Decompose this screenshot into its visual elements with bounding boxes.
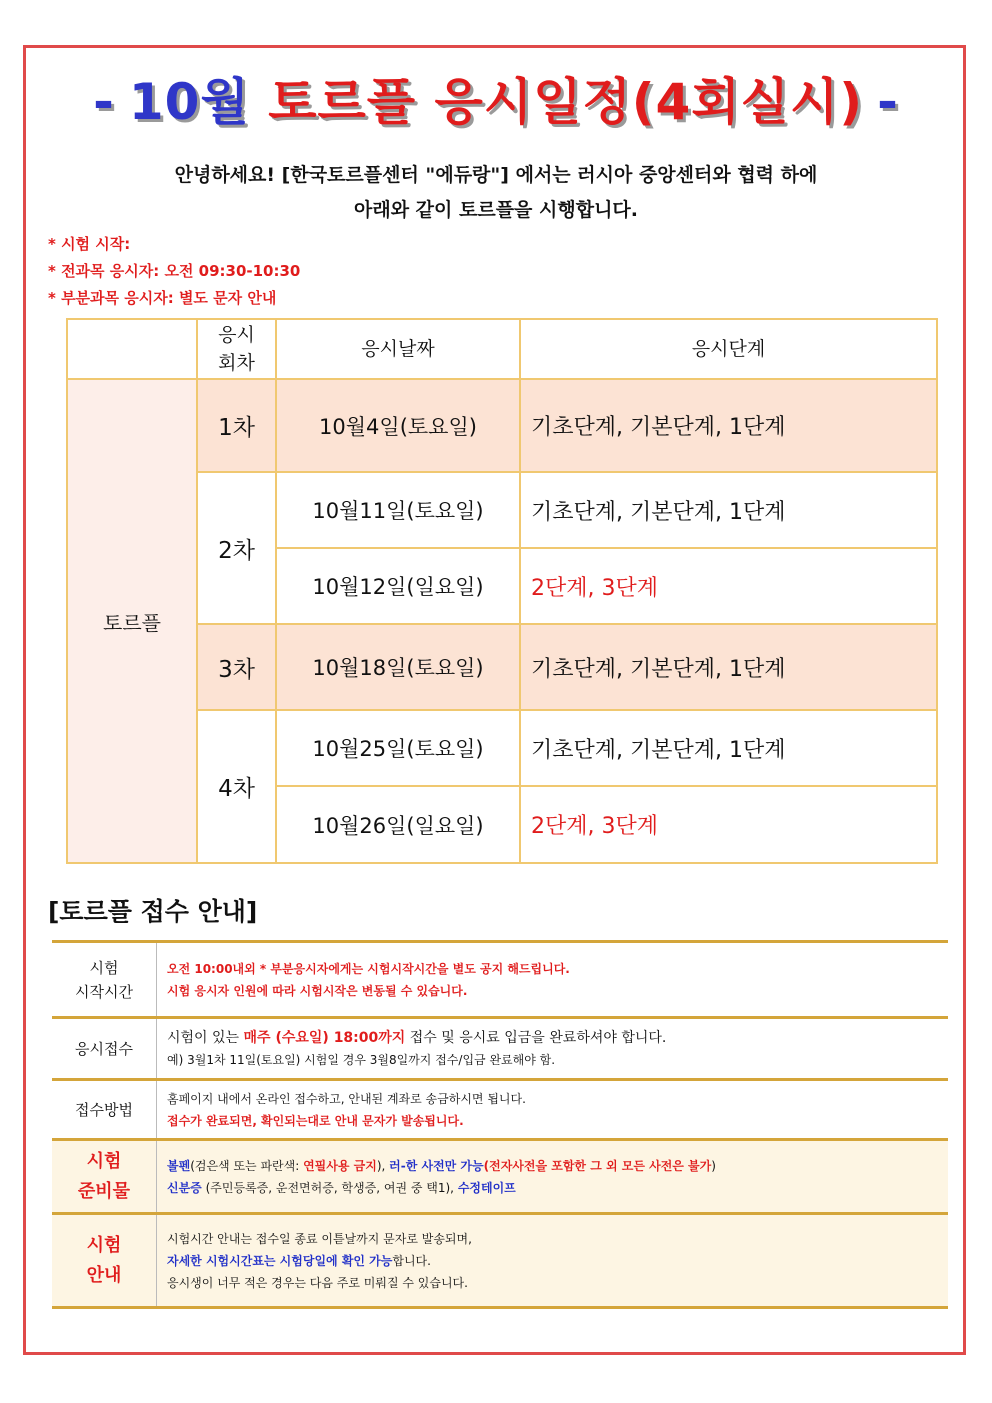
info-table <box>52 940 948 1309</box>
info-label: 응시접수 <box>52 1018 157 1080</box>
level-cell: 2단계, 3단계 <box>520 548 937 624</box>
info-label: 시험 안내 <box>52 1214 157 1308</box>
level-cell: 기초단계, 기본단계, 1단계 <box>520 379 937 472</box>
date-cell: 10월25일(토요일) <box>276 710 520 786</box>
info-label: 시험 시작시간 <box>52 942 157 1018</box>
intro-line-1: 안녕하세요! [한국토르플센터 "에듀랑"] 에서는 러시아 중앙센터와 협력 하에 <box>174 164 818 186</box>
note-exam-start: * 시험 시작: <box>48 235 131 253</box>
page-title <box>0 62 992 134</box>
date-cell: 10월18일(토요일) <box>276 624 520 710</box>
table-row <box>67 710 937 786</box>
round-cell: 1차 <box>197 379 276 472</box>
note-full-subject: * 전과목 응시자: 오전 09:30-10:30 <box>48 262 301 280</box>
header-date: 응시날짜 <box>276 319 520 379</box>
round-cell: 3차 <box>197 624 276 710</box>
title-dash-right: - <box>877 73 899 131</box>
round-cell: 2차 <box>197 472 276 624</box>
info-value <box>157 1080 949 1140</box>
info-label: 시험 준비물 <box>52 1140 157 1214</box>
apply-line-1: 시험이 있는 매주 (수요일) 18:00까지 접수 및 응시료 입금을 완료하셔야 합니다. <box>167 1029 667 1046</box>
info-row-method <box>52 1080 948 1140</box>
start-time-line-2: 시험 응시자 인원에 따라 시험시작은 변동될 수 있습니다. <box>167 983 468 998</box>
title-text: 토르플 응시일정(4회실시) <box>268 73 864 131</box>
level-cell: 기초단계, 기본단계, 1단계 <box>520 710 937 786</box>
guide-line-3: 응시생이 너무 적은 경우는 다음 주로 미뤄질 수 있습니다. <box>167 1275 468 1290</box>
level-cell: 기초단계, 기본단계, 1단계 <box>520 624 937 710</box>
info-value <box>157 1214 949 1308</box>
section-title: [토르플 접수 안내] <box>48 897 258 926</box>
round-cell: 4차 <box>197 710 276 863</box>
info-value <box>157 942 949 1018</box>
prep-line-1: 볼펜(검은색 또는 파란색: 연필사용 금지), 러-한 사전만 가능(전자사전을 포함한 그 외 모든 사전은 불가) <box>167 1158 716 1173</box>
info-row-apply <box>52 1018 948 1080</box>
info-row-guide <box>52 1214 948 1308</box>
schedule-header-row <box>67 319 937 379</box>
date-cell: 10월4일(토요일) <box>276 379 520 472</box>
guide-line-2: 자세한 시험시간표는 시험당일에 확인 가능합니다. <box>167 1253 431 1268</box>
date-cell: 10월12일(일요일) <box>276 548 520 624</box>
level-cell: 2단계, 3단계 <box>520 786 937 863</box>
info-row-start-time <box>52 942 948 1018</box>
method-line-2: 접수가 완료되면, 확인되는대로 안내 문자가 발송됩니다. <box>167 1113 464 1128</box>
title-month: 10월 <box>128 73 250 131</box>
info-value <box>157 1140 949 1214</box>
intro-line-2: 아래와 같이 토르플을 시행합니다. <box>353 199 639 221</box>
apply-line-2: 예) 3월1차 11일(토요일) 시험일 경우 3월8일까지 접수/입금 완료해야 함. <box>167 1052 556 1067</box>
header-blank <box>67 319 197 379</box>
prep-line-2: 신분증 (주민등록증, 운전면허증, 학생증, 여권 중 택1), 수정테이프 <box>167 1180 516 1195</box>
start-time-line-1: 오전 10:00내외 * 부분응시자에게는 시험시작시간을 별도 공지 해드립니다. <box>167 961 570 976</box>
schedule-table <box>66 318 938 864</box>
exam-name-cell: 토르플 <box>67 379 197 863</box>
level-cell: 기초단계, 기본단계, 1단계 <box>520 472 937 548</box>
table-row <box>67 472 937 548</box>
note-partial-subject: * 부분과목 응시자: 별도 문자 안내 <box>48 289 277 307</box>
table-row <box>67 379 937 472</box>
title-dash-left: - <box>93 73 115 131</box>
info-value <box>157 1018 949 1080</box>
method-line-1: 홈페이지 내에서 온라인 접수하고, 안내된 계좌로 송금하시면 됩니다. <box>167 1091 526 1106</box>
date-cell: 10월26일(일요일) <box>276 786 520 863</box>
info-row-prep <box>52 1140 948 1214</box>
header-round: 응시 회차 <box>197 319 276 379</box>
guide-line-1: 시험시간 안내는 접수일 종료 이튿날까지 문자로 발송되며, <box>167 1231 472 1246</box>
info-label: 접수방법 <box>52 1080 157 1140</box>
header-level: 응시단계 <box>520 319 937 379</box>
date-cell: 10월11일(토요일) <box>276 472 520 548</box>
table-row <box>67 624 937 710</box>
